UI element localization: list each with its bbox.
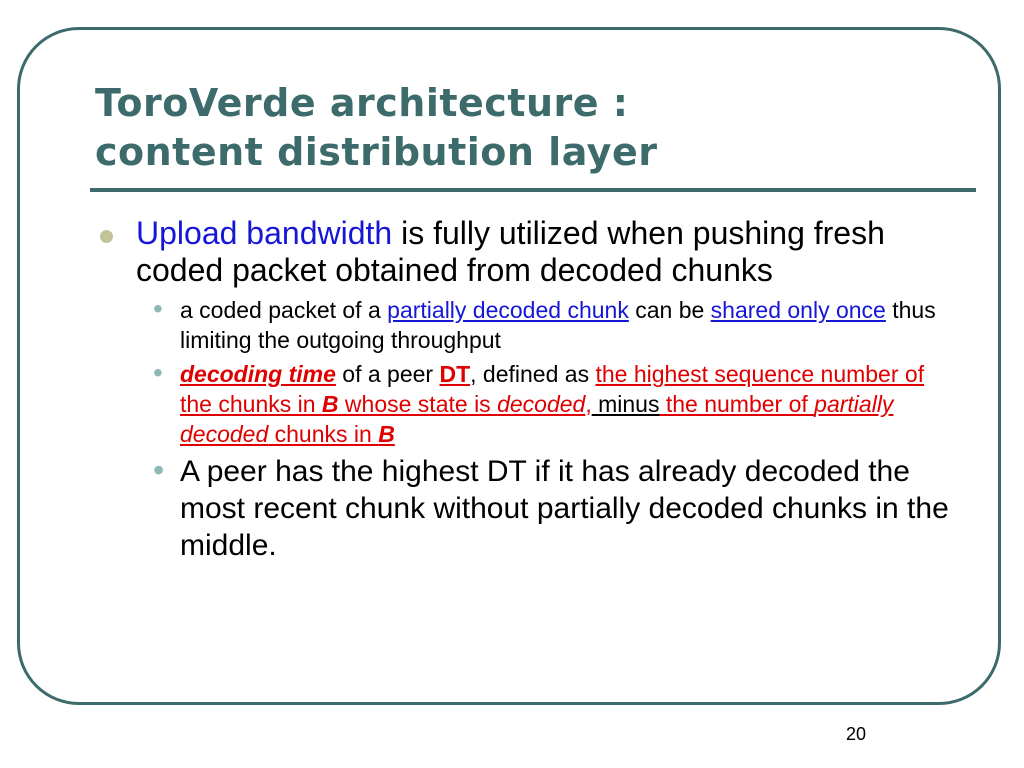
page-number: 20 xyxy=(846,724,867,744)
bullet-upload-bandwidth xyxy=(100,215,960,289)
slide-body xyxy=(100,215,960,568)
sub-bullet-highest-dt xyxy=(153,452,960,564)
definition-part-1: the highest sequence number of the chunks in xyxy=(180,361,925,417)
shared-only-once-link[interactable]: shared only once xyxy=(710,297,886,323)
sub2-text-2: , defined as xyxy=(470,361,596,387)
sub1-text-2: can be xyxy=(628,297,711,323)
bullet-dot-icon xyxy=(100,230,113,243)
title-line-1: ToroVerde architecture : xyxy=(95,81,629,125)
sub-bullet-decoding-time xyxy=(153,357,960,449)
title-divider xyxy=(90,188,976,192)
sub-bullet-dot-icon: • xyxy=(153,452,165,488)
definition-part-2: whose state is xyxy=(338,391,498,417)
partially-decoded-chunk-link[interactable]: partially decoded chunk xyxy=(387,297,629,323)
sub1-text-1: a coded packet of a xyxy=(180,297,388,323)
definition-part-3: the number of xyxy=(659,391,815,417)
sub-bullet-coded-packet xyxy=(153,293,960,355)
sub1-text-3: thus limiting the outgoing throughput xyxy=(180,297,936,353)
sub2-text-1: of a peer xyxy=(335,361,440,387)
definition-comma: , xyxy=(585,391,592,417)
upload-bandwidth-term: Upload bandwidth xyxy=(136,215,393,251)
decoding-time-term: decoding time xyxy=(180,361,336,387)
buffer-b-1: B xyxy=(321,391,339,417)
buffer-b-2: B xyxy=(378,421,395,447)
partially-decoded-term: partially decoded xyxy=(180,391,894,447)
title-line-2: content distribution layer xyxy=(95,130,658,174)
slide-title xyxy=(95,79,955,177)
dt-abbreviation: DT xyxy=(439,361,471,387)
bullet-1-text: is fully utilized when pushing fresh coded packet obtained from decoded chunks xyxy=(136,215,885,288)
definition-part-4: chunks in xyxy=(268,421,379,447)
sub3-text: A peer has the highest DT if it has already decoded the most recent chunk without partially decoded chunks in the middle. xyxy=(180,455,949,562)
sub-bullet-dot-icon: • xyxy=(153,357,163,388)
decoded-term: decoded xyxy=(497,391,586,417)
sub-bullet-dot-icon: • xyxy=(153,293,163,324)
minus-word: minus xyxy=(591,391,660,417)
